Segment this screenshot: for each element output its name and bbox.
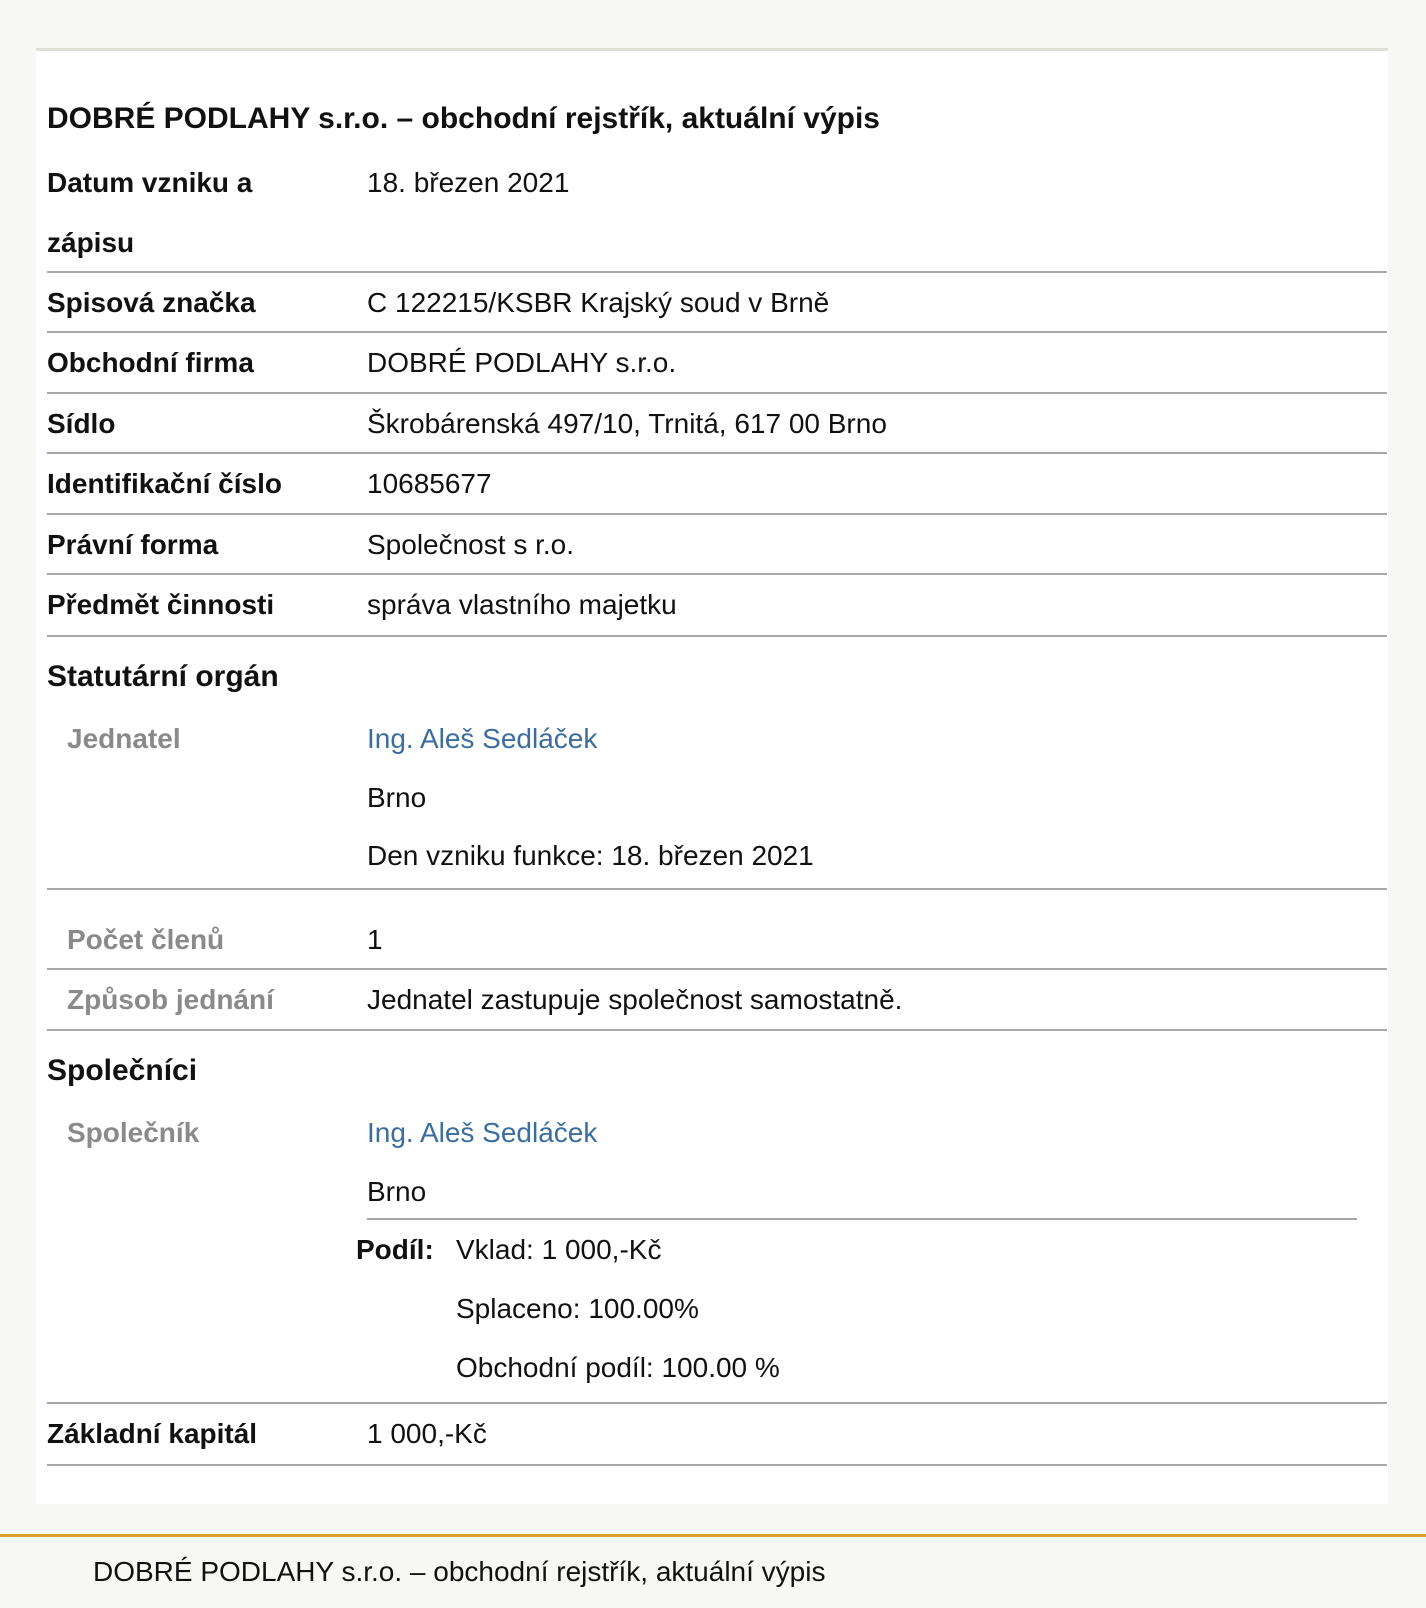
row-company-id: [47, 454, 1387, 515]
person-link[interactable]: Ing. Aleš Sedláček: [367, 1117, 598, 1148]
row-value: 1: [367, 924, 383, 955]
person-link[interactable]: Ing. Aleš Sedláček: [367, 723, 598, 754]
footer-title: DOBRÉ PODLAHY s.r.o. – obchodní rejstřík, aktuální výpis: [93, 1556, 826, 1587]
row-label: Spisová značka: [47, 287, 256, 318]
row-label: Základní kapitál: [47, 1418, 258, 1449]
footer-divider: [0, 1534, 1426, 1537]
row-sublabel: Způsob jednání: [67, 984, 274, 1015]
document-title: DOBRÉ PODLAHY s.r.o. – obchodní rejstřík, aktuální výpis: [47, 102, 880, 135]
person-city: Brno: [367, 782, 427, 813]
row-label: Obchodní firma: [47, 347, 254, 378]
row-date-established: [47, 153, 1387, 273]
row-value: C 122215/KSBR Krajský soud v Brně: [367, 287, 830, 318]
share-business-share: Obchodní podíl: 100.00 %: [456, 1352, 780, 1383]
row-value: 1 000,-Kč: [367, 1418, 487, 1449]
share-label: Podíl:: [356, 1234, 434, 1265]
row-business-activity: [47, 575, 1387, 637]
row-acting-manner: [47, 970, 1387, 1031]
row-label: Identifikační číslo: [47, 468, 282, 499]
row-label: Sídlo: [47, 408, 116, 439]
function-since: Den vzniku funkce: 18. březen 2021: [367, 840, 814, 871]
person-city: Brno: [367, 1176, 427, 1207]
row-value: Škrobárenská 497/10, Trnitá, 617 00 Brno: [367, 408, 887, 439]
row-seat: [47, 394, 1387, 454]
row-file-number: [47, 273, 1387, 333]
row-value: správa vlastního majetku: [367, 589, 677, 620]
row-label: Předmět činnosti: [47, 589, 275, 620]
register-extract-card: [36, 48, 1388, 1504]
row-business-name: [47, 333, 1387, 394]
row-label: Právní forma: [47, 529, 219, 560]
row-managing-director: [47, 709, 1387, 890]
row-value: 10685677: [367, 468, 492, 499]
row-value: 18. březen 2021: [367, 167, 570, 198]
row-value: DOBRÉ PODLAHY s.r.o.: [367, 347, 677, 378]
row-sublabel: Společník: [67, 1117, 200, 1148]
row-member-count: [47, 890, 1387, 970]
row-value: Společnost s r.o.: [367, 529, 575, 560]
section-heading-partners: Společníci: [47, 1054, 198, 1087]
share-paid: Splaceno: 100.00%: [456, 1293, 699, 1324]
row-label-line2: zápisu: [47, 227, 135, 258]
row-label-line1: Datum vzniku a: [47, 167, 253, 198]
row-value: Jednatel zastupuje společnost samostatně.: [367, 984, 903, 1015]
row-legal-form: [47, 515, 1387, 575]
row-sublabel: Počet členů: [67, 924, 225, 955]
section-heading-statutory: Statutární orgán: [47, 660, 279, 693]
row-registered-capital: [47, 1404, 1387, 1466]
share-deposit: Vklad: 1 000,-Kč: [456, 1234, 662, 1265]
row-sublabel: Jednatel: [67, 723, 181, 754]
